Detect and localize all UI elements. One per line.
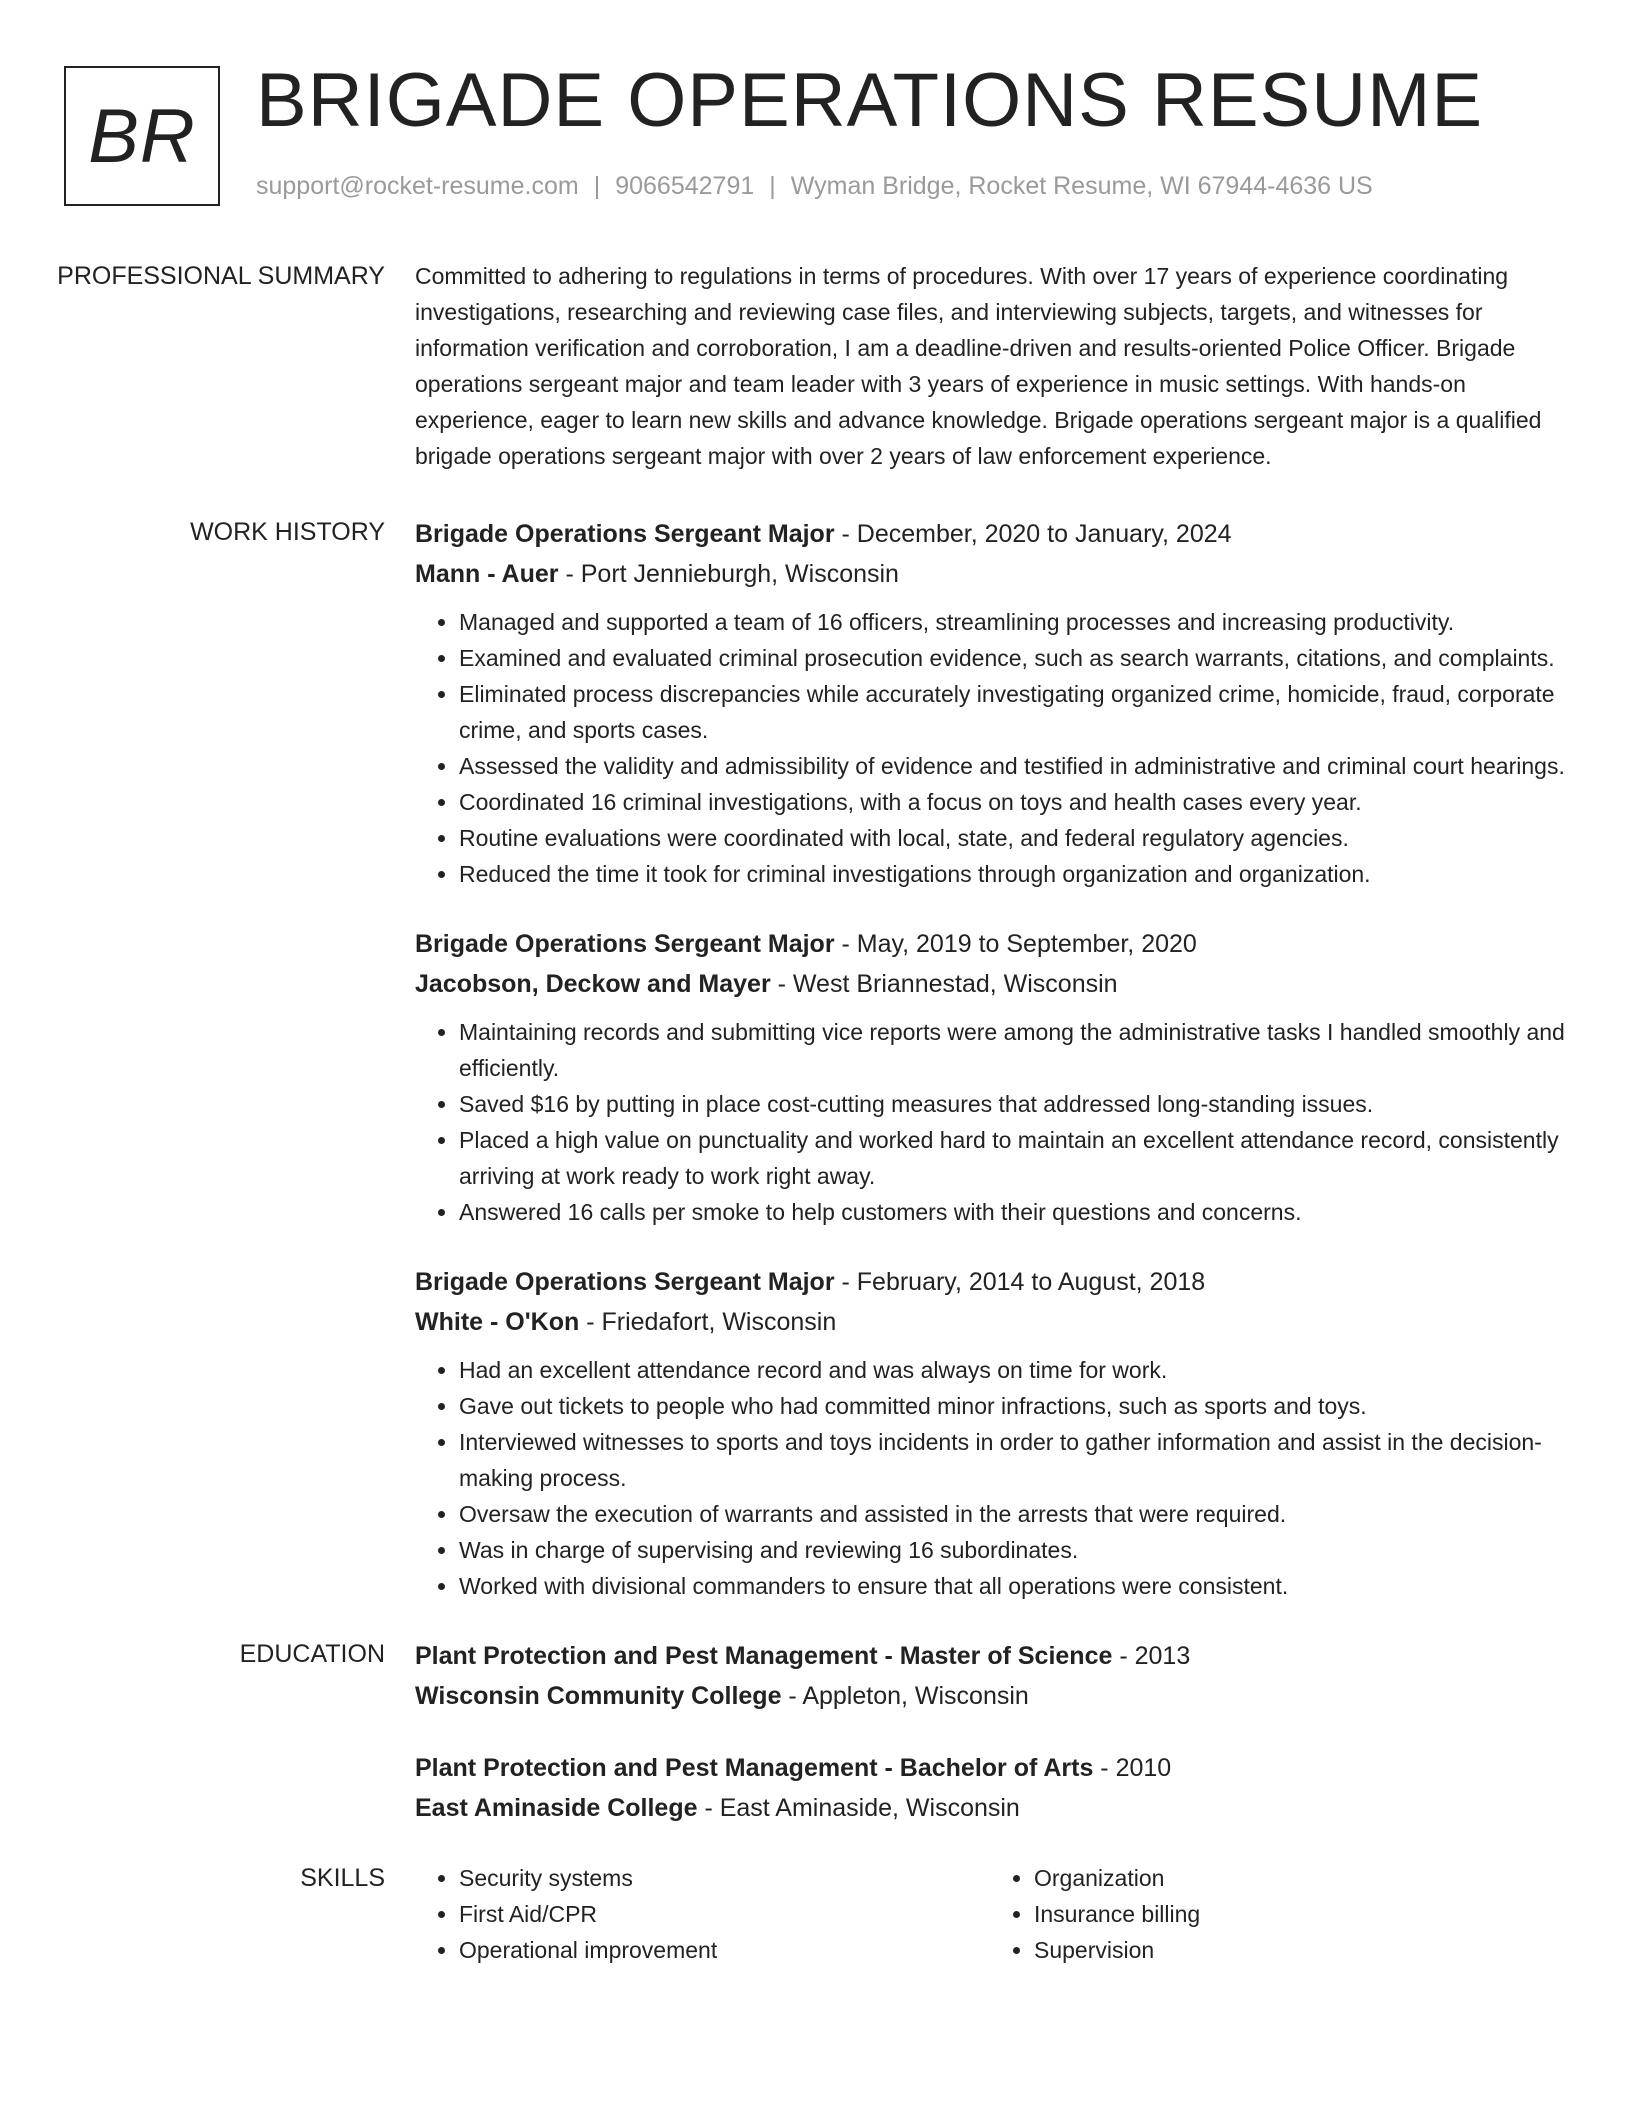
job-company: Mann - Auer [415,560,559,588]
education-school: East Aminaside College [415,1794,698,1822]
job-dates: - December, 2020 to January, 2024 [834,520,1232,548]
education-year: - 2010 [1093,1754,1172,1782]
contact-phone[interactable]: 9066542791 [615,172,755,200]
education-year: - 2013 [1112,1642,1191,1670]
skill-item: • First Aid/CPR [459,1896,990,1932]
education-section [0,1636,1632,1860]
contact-email[interactable]: support@rocket-resume.com [256,172,579,200]
resume-title: BRIGADE OPERATIONS RESUME [256,58,1484,143]
skill-item: • Insurance billing [1034,1896,1565,1932]
job-bullet: • Maintaining records and submitting vice reports were among the administrative tasks I handled smoothly and efficiently. [459,1014,1565,1086]
job-bullet: • Gave out tickets to people who had committed minor infractions, such as sports and toys. [459,1388,1565,1424]
job-bullet: • Examined and evaluated criminal prosecution evidence, such as search warrants, citations, and complaints. [459,640,1565,676]
work-history-section [0,514,1632,1636]
job-bullet: • Had an excellent attendance record and was always on time for work. [459,1352,1565,1388]
education-degree: Plant Protection and Pest Management - Bachelor of Arts [415,1754,1094,1782]
job-bullet: • Reduced the time it took for criminal investigations through organization and organization. [459,856,1565,892]
job-dates: - May, 2019 to September, 2020 [834,930,1197,958]
job-bullet: • Worked with divisional commanders to ensure that all operations were consistent. [459,1568,1565,1604]
job-bullet-list [415,1352,1565,1604]
skills-heading: SKILLS [300,1864,385,1892]
monogram-initials: BR [88,93,196,179]
job-bullet-list [415,1014,1565,1230]
skill-item: • Organization [1034,1860,1565,1896]
job-bullet: • Saved $16 by putting in place cost-cutting measures that addressed long-standing issues. [459,1086,1565,1122]
contact-separator: | [593,172,601,200]
job-bullet: • Assessed the validity and admissibility of evidence and testified in administrative and criminal court hearings. [459,748,1565,784]
job-bullet: • Was in charge of supervising and reviewing 16 subordinates. [459,1532,1565,1568]
job-title: Brigade Operations Sergeant Major [415,520,835,548]
education-school: Wisconsin Community College [415,1682,782,1710]
monogram-box [64,66,220,206]
skills-section [0,1860,1632,1968]
work-history-heading: WORK HISTORY [190,518,385,546]
job-company: Jacobson, Deckow and Mayer [415,970,771,998]
job-title: Brigade Operations Sergeant Major [415,1268,835,1296]
job-company: White - O'Kon [415,1308,580,1336]
education-entry [415,1748,1565,1828]
summary-text: Committed to adhering to regulations in terms of procedures. With over 17 years of experience coordinating investigations, researching and reviewing case files, and interviewing subjects, targets, and witnesses for information verification and corroboration, I am a deadline-driven and results-oriented Police Officer. Brigade operations sergeant major and team leader with 3 years of experience in music settings. With hands-on experience, eager to learn new skills and advance knowledge. Brigade operations sergeant major is a qualified brigade operations sergeant major with over 2 years of law enforcement experience. [415,263,1542,469]
education-degree: Plant Protection and Pest Management - Master of Science [415,1642,1113,1670]
resume-sections [0,258,1632,1968]
job-entry [415,1262,1565,1604]
skill-item: • Supervision [1034,1932,1565,1968]
skills-list-left [415,1860,990,1968]
job-bullet: • Coordinated 16 criminal investigations, with a focus on toys and health cases every year. [459,784,1565,820]
job-bullet: • Routine evaluations were coordinated with local, state, and federal regulatory agencies. [459,820,1565,856]
education-location: - East Aminaside, Wisconsin [697,1794,1020,1822]
skill-item: • Operational improvement [459,1932,990,1968]
skills-list-right [990,1860,1565,1968]
job-title: Brigade Operations Sergeant Major [415,930,835,958]
job-bullet: • Placed a high value on punctuality and worked hard to maintain an excellent attendance record, consistently arriving at work ready to work right away. [459,1122,1565,1194]
job-bullet: • Managed and supported a team of 16 officers, streamlining processes and increasing productivity. [459,604,1565,640]
education-location: - Appleton, Wisconsin [781,1682,1029,1710]
skills-columns [415,1860,1565,1968]
job-bullet: • Interviewed witnesses to sports and toys incidents in order to gather information and assist in the decision-making process. [459,1424,1565,1496]
job-bullet: • Oversaw the execution of warrants and assisted in the arrests that were required. [459,1496,1565,1532]
job-bullet-list [415,604,1565,892]
job-location: - Friedafort, Wisconsin [579,1308,837,1336]
job-entry [415,514,1565,892]
contact-separator: | [769,172,776,200]
education-entry [415,1636,1565,1716]
summary-heading: PROFESSIONAL SUMMARY [57,262,385,290]
education-heading: EDUCATION [239,1640,385,1668]
job-location: - West Briannestad, Wisconsin [770,970,1118,998]
job-entry [415,924,1565,1230]
contact-address: Wyman Bridge, Rocket Resume, WI 67944-4636 US [790,172,1373,200]
job-bullet: • Answered 16 calls per smoke to help customers with their questions and concerns. [459,1194,1565,1230]
summary-section [0,258,1632,514]
job-dates: - February, 2014 to August, 2018 [834,1268,1206,1296]
job-bullet: • Eliminated process discrepancies while accurately investigating organized crime, homicide, fraud, corporate crime, and sports cases. [459,676,1565,748]
skill-item: • Security systems [459,1860,990,1896]
contact-line [256,172,1373,201]
job-location: - Port Jennieburgh, Wisconsin [558,560,899,588]
